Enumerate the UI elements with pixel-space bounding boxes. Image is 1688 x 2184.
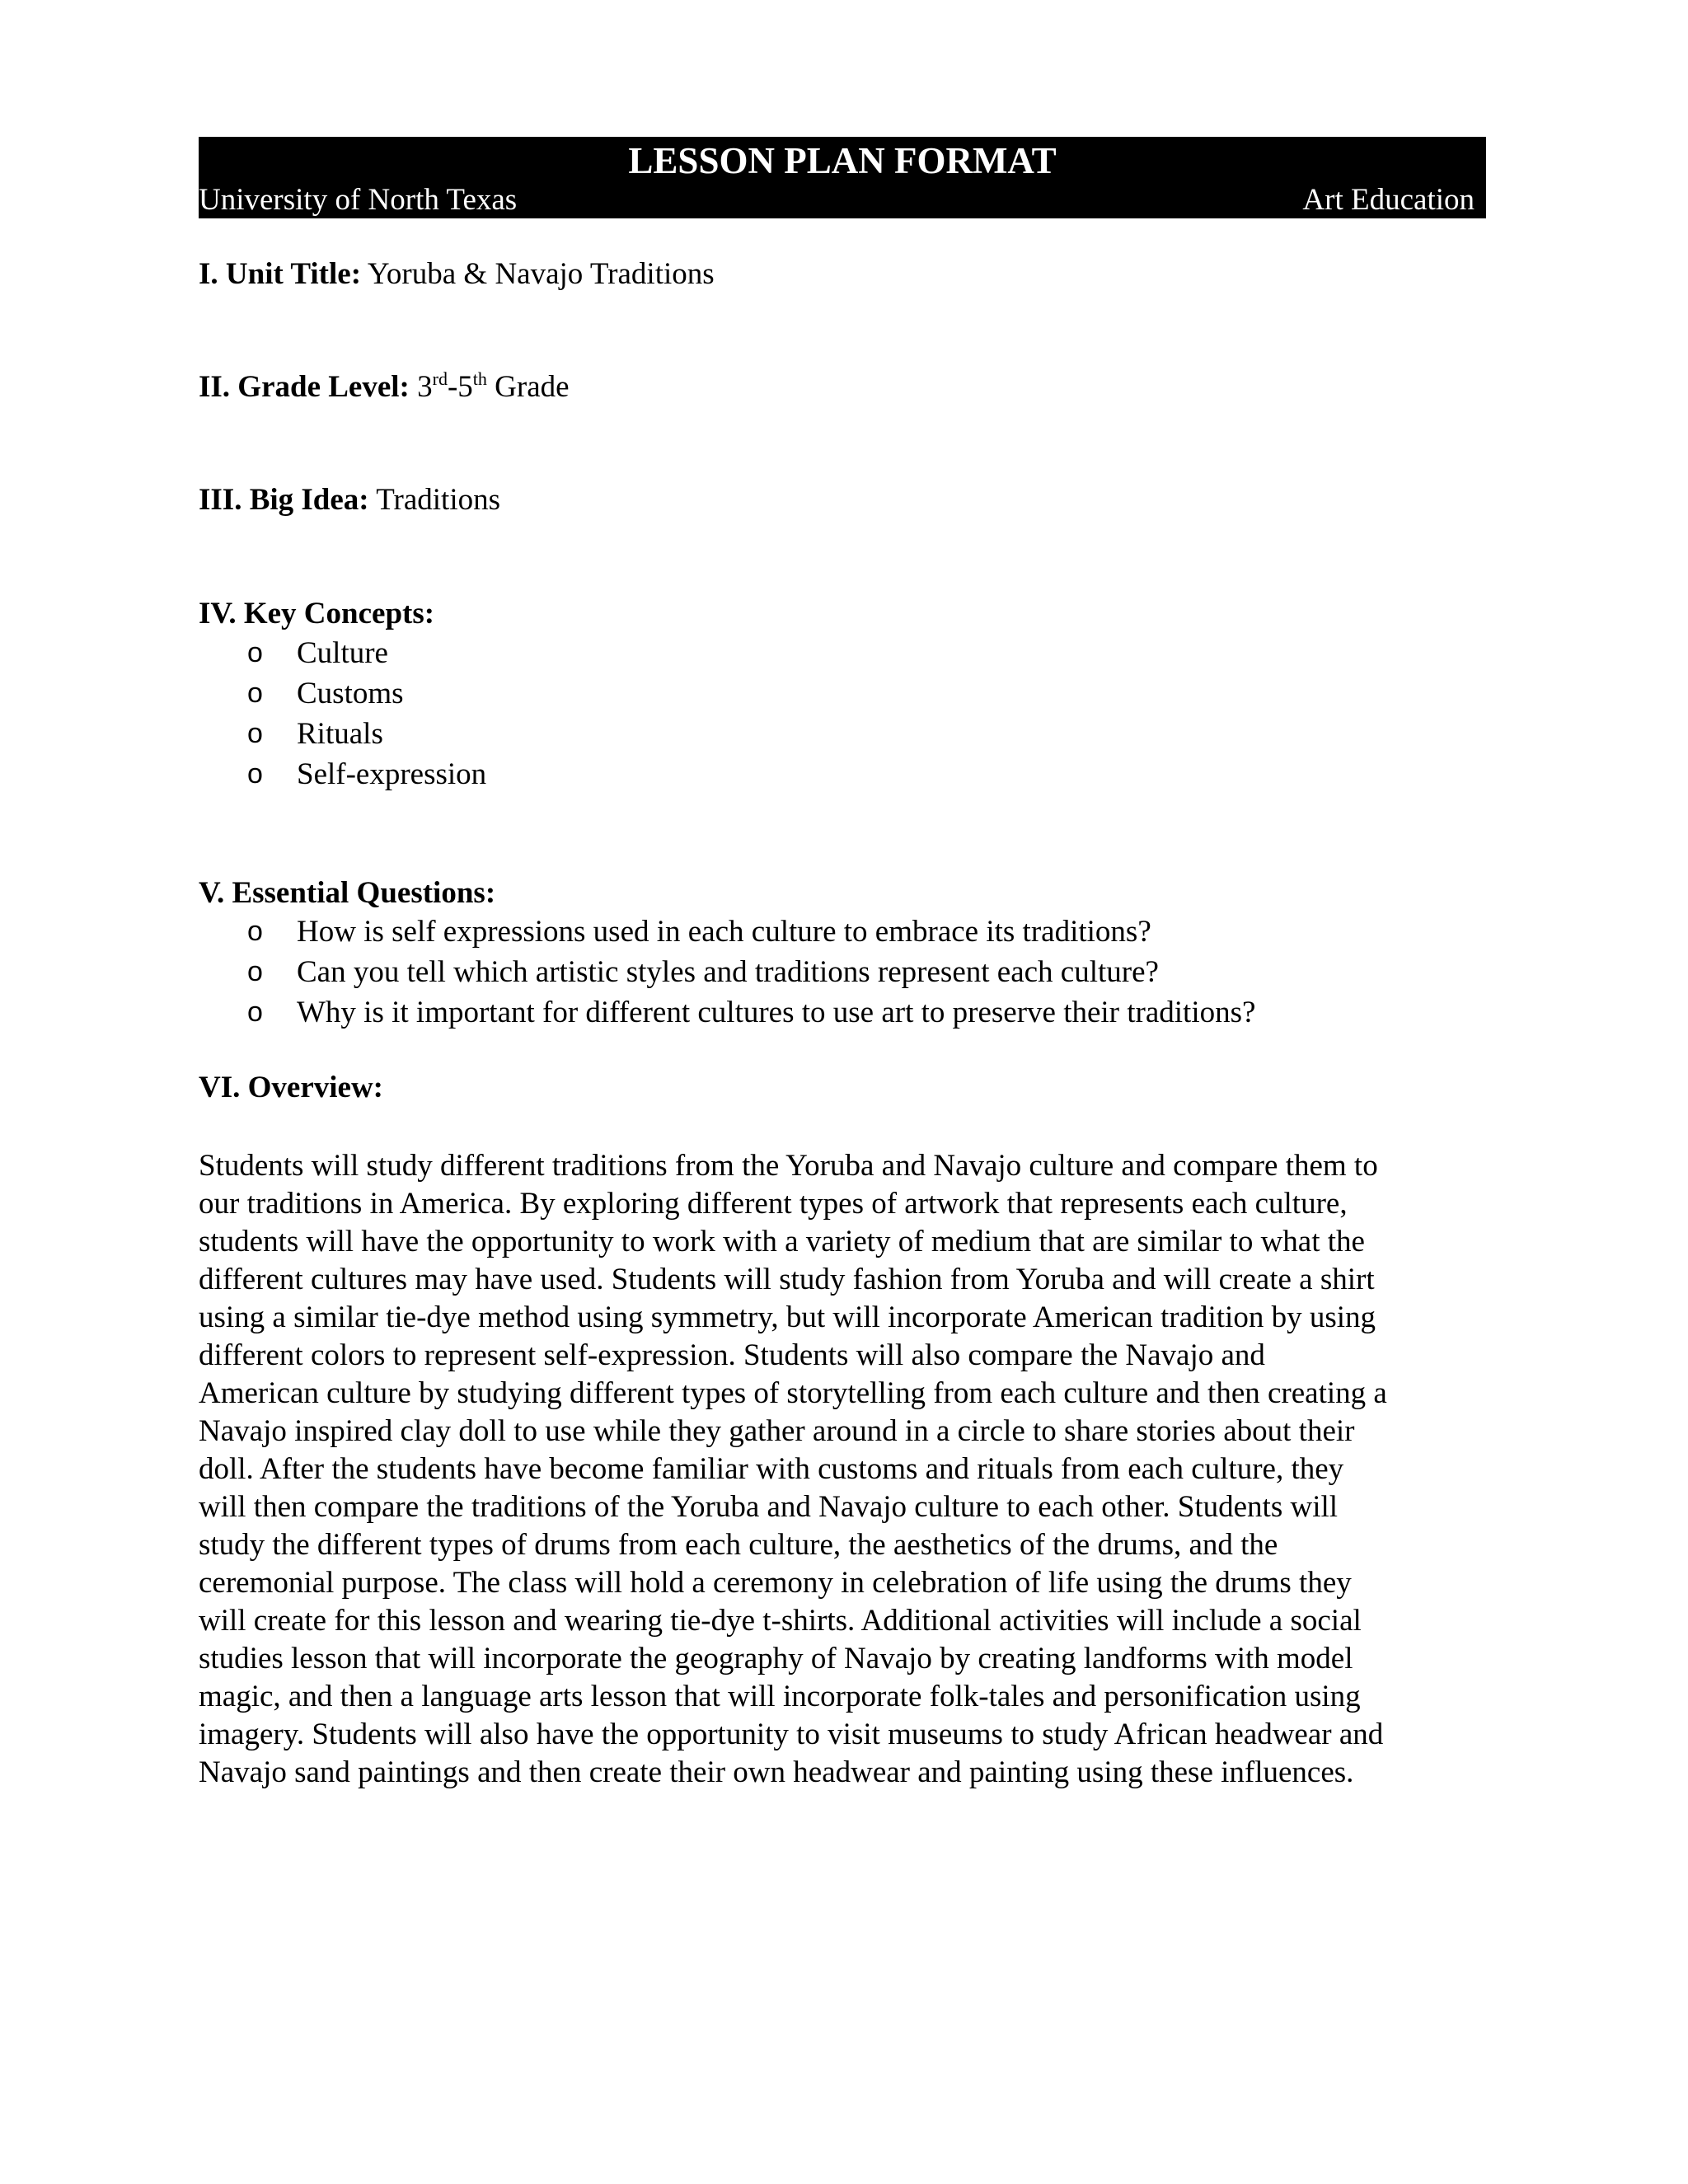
- bullet-marker: o: [247, 956, 263, 987]
- bullet-marker: o: [247, 677, 263, 709]
- overview-line: will then compare the traditions of the Yoruba and Navajo culture to each other. Students will: [199, 1490, 1339, 1524]
- list-item: o Customs: [199, 673, 486, 714]
- overview-line: study the different types of drums from each culture, the aesthetics of the drums, and the: [199, 1528, 1278, 1562]
- grade-level-label: II. Grade Level:: [199, 370, 410, 404]
- overview-line: studies lesson that will incorporate the geography of Navajo by creating landforms with model: [199, 1642, 1353, 1675]
- overview-line: using a similar tie-dye method using symmetry, but will incorporate American tradition by using: [199, 1301, 1376, 1334]
- big-idea-section: [199, 481, 500, 519]
- grade-start: 3: [417, 370, 433, 404]
- list-item: o How is self expressions used in each culture to embrace its traditions?: [199, 912, 1255, 952]
- institution-name: University of North Texas: [199, 183, 518, 217]
- list-item: o Rituals: [199, 714, 486, 754]
- grade-end-suffix: th: [472, 368, 487, 389]
- key-concepts-heading: IV. Key Concepts:: [199, 597, 435, 630]
- grade-start-suffix: rd: [432, 368, 448, 389]
- overview-line: ceremonial purpose. The class will hold a ceremony in celebration of life using the drums they: [199, 1566, 1352, 1600]
- overview-line: doll. After the students have become familiar with customs and rituals from each culture, they: [199, 1452, 1344, 1486]
- overview-line: different cultures may have used. Students will study fashion from Yoruba and will create a shirt: [199, 1263, 1375, 1296]
- overview-line: magic, and then a language arts lesson that will incorporate folk-tales and personification using: [199, 1680, 1361, 1713]
- overview-line: will create for this lesson and wearing tie-dye t-shirts. Additional activities will include a social: [199, 1604, 1362, 1638]
- bullet-marker: o: [247, 916, 263, 947]
- grade-level-section: [199, 368, 570, 406]
- header-bar: [199, 137, 1486, 218]
- unit-title-value: Yoruba & Navajo Traditions: [367, 257, 715, 291]
- grade-level-value: [417, 370, 569, 404]
- unit-title-section: [199, 255, 715, 293]
- list-item: o Can you tell which artistic styles and traditions represent each culture?: [199, 952, 1255, 992]
- overview-line: different colors to represent self-expression. Students will also compare the Navajo and: [199, 1338, 1265, 1372]
- essential-questions-heading: V. Essential Questions:: [199, 876, 496, 910]
- list-item: o Culture: [199, 633, 486, 673]
- document-title: LESSON PLAN FORMAT: [628, 140, 1057, 181]
- key-concepts-list: [199, 633, 486, 794]
- department-name: Art Education: [1302, 183, 1475, 217]
- overview-line: Navajo sand paintings and then create their own headwear and painting using these influences.: [199, 1755, 1354, 1789]
- overview-paragraph: [199, 1147, 1486, 1792]
- overview-line: Navajo inspired clay doll to use while they gather around in a circle to share stories about their: [199, 1414, 1355, 1448]
- big-idea-value: Traditions: [376, 483, 501, 517]
- overview-line: American culture by studying different types of storytelling from each culture and then creating a: [199, 1376, 1387, 1410]
- essential-questions-list: [199, 912, 1255, 1033]
- lesson-plan-page: [199, 137, 1486, 1789]
- grade-separator: -5: [447, 370, 473, 404]
- overview-line: imagery. Students will also have the opportunity to visit museums to study African headwear and: [199, 1718, 1384, 1751]
- bullet-marker: o: [247, 996, 263, 1028]
- big-idea-label: III. Big Idea:: [199, 483, 369, 517]
- overview-heading: VI. Overview:: [199, 1071, 383, 1104]
- overview-line: students will have the opportunity to work with a variety of medium that are similar to what the: [199, 1225, 1365, 1258]
- bullet-marker: o: [247, 758, 263, 790]
- overview-line: Students will study different traditions from the Yoruba and Navajo culture and compare them to: [199, 1149, 1378, 1183]
- bullet-marker: o: [247, 637, 263, 668]
- list-item: o Why is it important for different cultures to use art to preserve their traditions?: [199, 992, 1255, 1033]
- unit-title-label: I. Unit Title:: [199, 257, 362, 291]
- bullet-marker: o: [247, 718, 263, 749]
- grade-word: Grade: [495, 370, 570, 404]
- overview-line: our traditions in America. By exploring different types of artwork that represents each culture,: [199, 1187, 1348, 1221]
- list-item: o Self-expression: [199, 754, 486, 794]
